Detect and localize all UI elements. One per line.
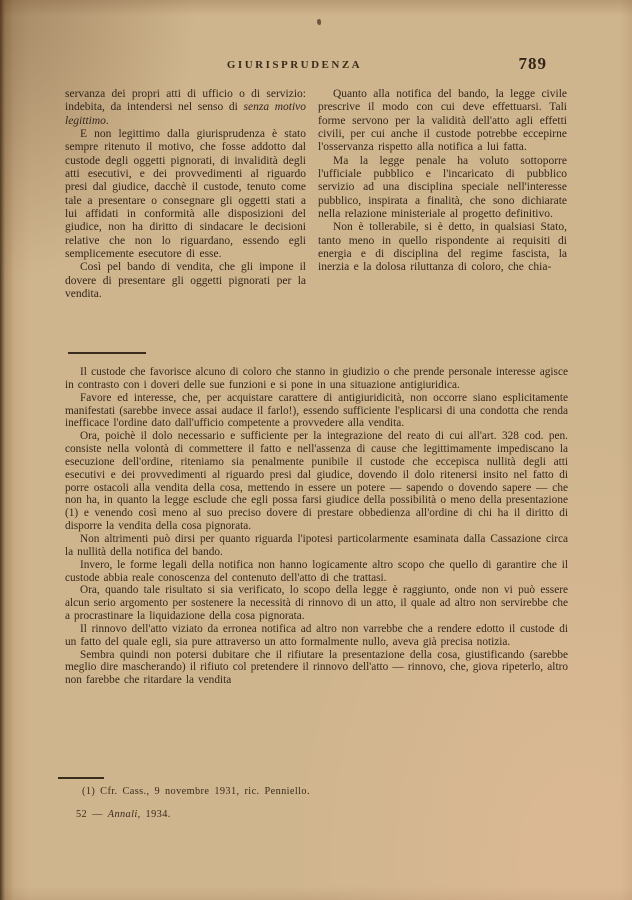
paragraph: Invero, le forme legali della notifica non hanno logicamente altro scopo che quello di garantire che il custode abbia reale conoscenza del contenuto dell'atto di che trattasi. bbox=[65, 558, 568, 584]
paragraph: Sembra quindi non potersi dubitare che il rifiutare la presentazione della cosa, giustificando (sarebbe meglio dire mascherando) il rifiuto col pretendere il rinnovo dell'atto — rinnovo, che, giova ripeterlo, altro non farebbe che ritardare la vendita bbox=[65, 648, 568, 687]
paragraph-text: . bbox=[105, 114, 109, 127]
left-column bbox=[65, 88, 306, 302]
paragraph: Non altrimenti può dirsi per quanto riguarda l'ipotesi particolarmente esaminata dalla Cassazione circa la nullità della notifica del bando. bbox=[65, 532, 568, 558]
annotation-section bbox=[65, 366, 568, 687]
signature-year: , 1934. bbox=[137, 809, 171, 820]
signature-number: 52 — bbox=[76, 809, 108, 820]
paragraph: Il custode che favorisce alcuno di coloro che stanno in giudizio o che prende personale interesse agisce in contrasto con i doveri delle sue funzioni e si pone in una situazione antigiuridica. bbox=[65, 366, 568, 391]
paragraph: Così pel bando di vendita, che gli impone il dovere di presentare gli oggetti pignorati per la vendita. bbox=[65, 261, 306, 301]
paragraph: Ora, quando tale risultato si sia verificato, lo scopo della legge è raggiunto, onde non vi può essere alcun serio argomento per sostenere la necessità di rinnovo di un atto, il quale ad altro non servirebbe che a procrastinare la liquidazione della cosa pignorata. bbox=[65, 584, 568, 623]
footnote: (1) Cfr. Cass., 9 novembre 1931, ric. Penniello. bbox=[82, 786, 310, 797]
italic-phrase: senza motivo legittimo bbox=[65, 101, 307, 127]
footnote-rule bbox=[58, 777, 104, 779]
paragraph: Il rinnovo dell'atto viziato da erronea notifica ad altro non varrebbe che a rendere edotto il custode di un fatto del quale egli, sia pure attraverso un atto formalmente nullo, aveva già precisa notizia. bbox=[65, 622, 568, 648]
paragraph-text: servanza dei propri atti di ufficio o di servizio: indebita, da intendersi nel senso di bbox=[65, 88, 306, 114]
paragraph: Non è tollerabile, si è detto, in qualsiasi Stato, tanto meno in quello rispondente ai requisiti di energia e di disciplina del regime fascista, la inerzia e la dolosa riluttanza di coloro, che chia- bbox=[318, 221, 567, 274]
paragraph: Ma la legge penale ha voluto sottoporre l'ufficiale pubblico e l'incaricato di pubblico servizio ad una disciplina speciale nell'interesse pubblico, inspirata a finalità, che sono dichiarate nella relazione ministeriale al progetto definitivo. bbox=[318, 154, 567, 221]
running-title: GIURISPRUDENZA bbox=[226, 59, 363, 71]
paragraph: Favore ed interesse, che, per acquistare carattere di antigiuridicità, non occorre siano esplicitamente manifestati (sarebbe invece assai audace il farlo!), essendo sufficiente l'esplicarsi di una condotta che renda inefficace l'ordine dato dall'ufficio competente a provvedere alla vendita. bbox=[65, 391, 568, 430]
paragraph: E non legittimo dalla giurisprudenza è stato sempre ritenuto il motivo, che fosse addotto dal custode degli oggetti pignorati, di invalidità degli atti esecutivi, e dei provvedimenti al riguardo presi dal giudice, dacchè il custode, tenuto come tale a presentare o consegnare gli oggetti stati a lui affidati in conformità alle disposizioni del giudice, non ha diritto di sindacare le decisioni relative che non lo riguardano, essendo egli semplicemente esecutore di esse. bbox=[65, 128, 306, 261]
section-divider-rule bbox=[68, 352, 146, 354]
page-header bbox=[65, 54, 568, 75]
paragraph bbox=[65, 88, 306, 128]
signature-title: Annali bbox=[107, 809, 138, 820]
volume-signature bbox=[76, 809, 376, 820]
paper-speck bbox=[317, 19, 321, 25]
paragraph: Quanto alla notifica del bando, la legge civile prescrive il modo con cui deve effettuarsi. Tali forme servono per la validità dell'atto agli effetti civili, per cui anche il custode potrebbe eccepirne l'osservanza rispetto alla notifica a lui fatta. bbox=[318, 88, 567, 154]
page-number: 789 bbox=[518, 54, 547, 73]
paragraph: Ora, poichè il dolo necessario e sufficiente per la integrazione del reato di cui all'art. 328 cod. pen. consiste nella volontà di commettere il fatto e nell'assenza di cause che legittimamente impediscano la esecuzione dell'ordine, riteniamo sia penalmente punibile il custode che eccepisca nullità degli atti esecutivi e dei provvedimenti al riguardo presi dal giudice, dovendo il dolo ritenersi insito nel fatto di porre ostacoli alla vendita della cosa, mettendo in essere un potere — sapendo o dovendo sapere — che non ha, in quanto la legge esclude che egli possa farsi giudice della possibilità o meno della presentazione (1) e venendo così meno al suo preciso dovere di prestare obbedienza all'ordine di chi ha il diritto di disporre la vendita della cosa pignorata. bbox=[65, 430, 568, 533]
right-column bbox=[318, 88, 567, 275]
